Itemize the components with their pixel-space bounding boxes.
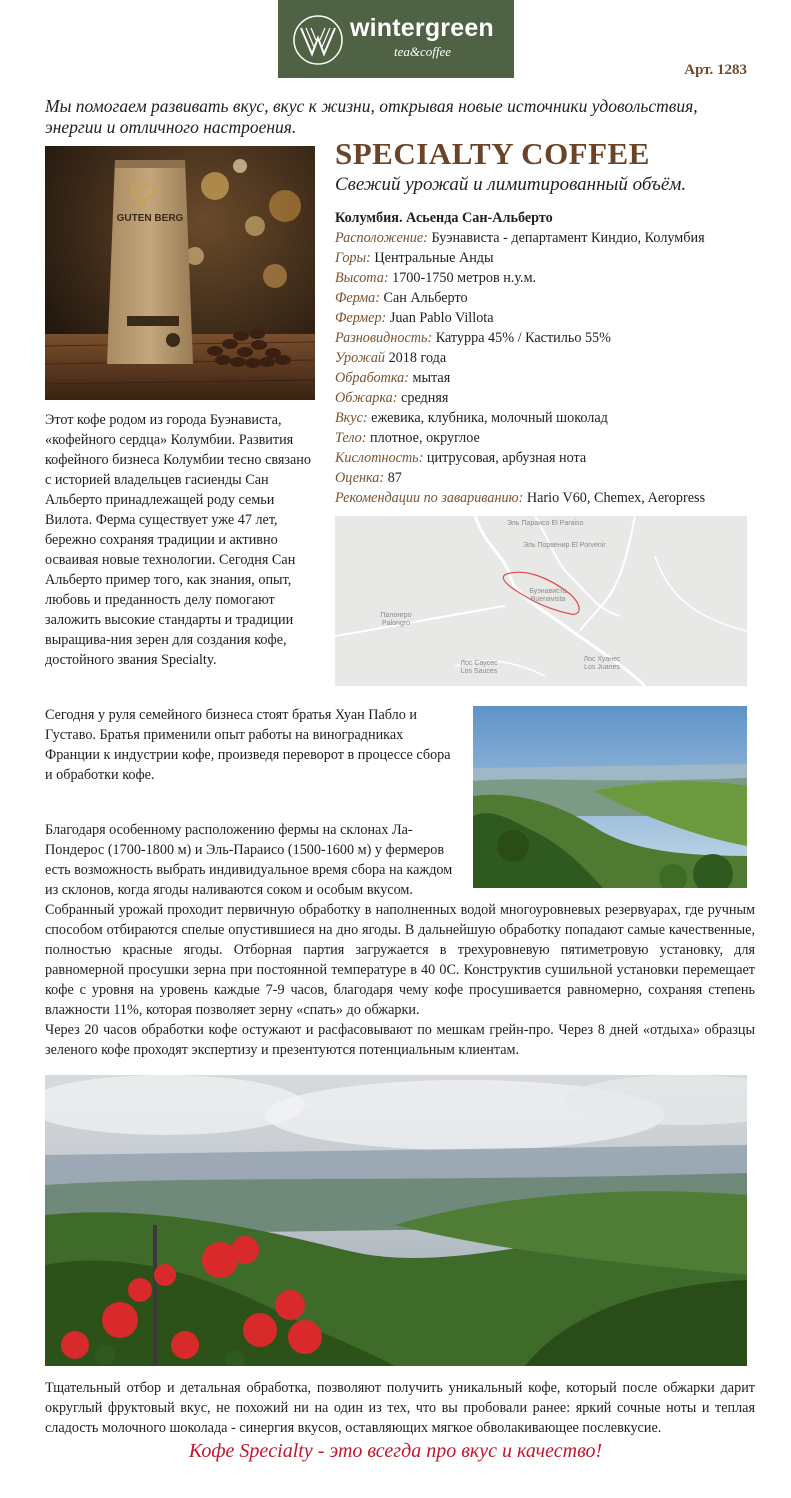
story-paragraph-processing [45, 900, 755, 1060]
spec-key: Урожай [335, 350, 386, 366]
map-label: Лос Хуанес Los Juanes [583, 656, 621, 671]
spec-row [335, 268, 755, 288]
spec-row [335, 288, 755, 308]
resting-text: Через 20 часов обработки кофе остужают и расфасовывают по мешкам грейн-про. Через 8 дней «отдыха» образцы зеленого кофе проходят экспертизу и презентуются потенциальным клиентам. [45, 1022, 755, 1058]
spec-key: Оценка: [335, 470, 385, 486]
spec-value: Juan Pablo Villota [386, 310, 494, 326]
farm-valley-photo [473, 706, 747, 888]
closing-paragraph: Тщательный отбор и детальная обработка, позволяют получить уникальный кофе, который после обжарки дарит округлый фруктовый вкус, не похожий ни на один из тех, что вы пробовали ранее: яркий сочные ноты и теплая сладость молочного шоколада - синергия вкусов, оставляющих мягкое обволакивающее послевкусие. [45, 1380, 755, 1436]
spec-value: Катурра 45% / Кастильо 55% [432, 330, 611, 346]
coffee-bag-photo [45, 146, 315, 400]
spec-value: Hario V60, Chemex, Aeropress [523, 490, 706, 506]
article-number: Арт. 1283 [684, 62, 747, 78]
slogan: Кофе Specialty - это всегда про вкус и качество! [188, 1440, 603, 1462]
spec-row [335, 428, 755, 448]
spec-key: Высота: [335, 270, 389, 286]
intro-text: Мы помогаем развивать вкус, вкус к жизни, открывая новые источники удовольствия, энергии и отличного настроения. [45, 96, 698, 137]
spec-key: Горы: [335, 250, 371, 266]
spec-value: Буэнависта - департамент Киндио, Колумбия [427, 230, 705, 246]
brand-logo [278, 0, 514, 78]
subheadline: Свежий урожай и лимитированный объём. [335, 174, 687, 195]
location-map [335, 516, 747, 686]
story-paragraph-origin: Этот кофе родом из города Буэнависта, «кофейного сердца» Колумбии. Развития кофейного бизнеса Колумбии тесно связано с историей владельцев гасиенды Сан Альберто принадлежащей роду семьи Вилота. Ферма существует уже 47 лет, бережно сохраняя традиции и активно осваивая новые технологии. Сегодня Сан Альберто пример того, как знания, опыт, любовь и преданность делу помогают заложить высокие стандарты и традиции выращива-ния зерен для создания кофе, достойного звания Specialty. [45, 412, 311, 668]
spec-row [335, 228, 755, 248]
spec-value: 1700-1750 метров н.у.м. [388, 270, 537, 286]
logo-mark-icon [292, 14, 344, 66]
spec-key: Расположение: [335, 230, 428, 246]
map-label: Эль Порвенир El Porvenir [523, 542, 606, 549]
spec-value: Сан Альберто [379, 290, 468, 306]
spec-row [335, 448, 755, 468]
spec-key: Рекомендации по завариванию: [335, 490, 524, 506]
spec-row [335, 348, 755, 368]
spec-row [335, 368, 755, 388]
origin-title: Колумбия. Асьенда Сан-Альберто [335, 210, 553, 226]
spec-key: Фермер: [335, 310, 387, 326]
spec-key: Вкус: [335, 410, 368, 426]
map-label: Палонгро Palongro [380, 612, 412, 627]
spec-value: плотное, округлое [366, 430, 480, 446]
spec-value: цитрусовая, арбузная нота [423, 450, 587, 466]
bag-brand-label: GUTEN BERG [116, 213, 184, 224]
spec-row [335, 408, 755, 428]
spec-value: 2018 года [385, 350, 447, 366]
headline: SPECIALTY COFFEE [335, 136, 650, 171]
spec-row [335, 388, 755, 408]
spec-row [335, 328, 755, 348]
spec-row [335, 248, 755, 268]
spec-key: Обработка: [335, 370, 409, 386]
spec-row [335, 488, 755, 508]
landscape-roses-photo [45, 1075, 747, 1366]
spec-value: мытая [408, 370, 451, 386]
spec-key: Ферма: [335, 290, 380, 306]
spec-value: средняя [397, 390, 449, 406]
spec-value: Центральные Анды [370, 250, 494, 266]
spec-key: Обжарка: [335, 390, 398, 406]
story-paragraph-slopes: Благодаря особенному расположению фермы на склонах Ла-Пондерос (1700-1800 м) и Эль-Параисо (1500-1600 м) у фермеров есть возможность выбрать индивидуальное время сбора на каждом из склонов, когда ягоды наливаются соком и особым вкусом. [45, 822, 453, 898]
coffee-specs [335, 208, 755, 508]
spec-key: Тело: [335, 430, 367, 446]
map-label: Эль Параисо El Paraiso [507, 520, 584, 527]
spec-row [335, 468, 755, 488]
spec-key: Разновидность: [335, 330, 433, 346]
spec-value: ежевика, клубника, молочный шоколад [367, 410, 608, 426]
logo-tagline: tea&coffee [394, 44, 452, 59]
spec-value: 87 [384, 470, 402, 486]
story-paragraph-family: Сегодня у руля семейного бизнеса стоят братья Хуан Пабло и Густаво. Братья применили опыт работы на виноградниках Франции к индустрии кофе, произведя переворот в процессе сбора и обработки кофе. [45, 707, 451, 783]
processing-text: Собранный урожай проходит первичную обработку в наполненных водой многоуровневых резервуарах, где ручным способом отбираются спелые опустившиеся на дно ягоды. В дальнейшую обработку попадают самые качественные, полностью красные ягоды. Отборная партия загружается в трехуровневую пятиметровую установку, для равномерной просушки зерна при постоянной температуре в 40 0С. Конструктив сушильной установки перемещает кофе с уровня на уровень каждые 7-9 часов, благодаря чему кофе просушивается равномерно, сохраняя степень влажности 11%, которая позволяет зерну «спать» до обжарки. [45, 902, 755, 1018]
logo-brand-name: wintergreen [350, 14, 494, 42]
map-label: Буэнависта Buenavista [529, 588, 567, 603]
spec-row [335, 308, 755, 328]
map-label: Лос Саусес Los Sauces [460, 660, 498, 675]
spec-key: Кислотность: [335, 450, 424, 466]
